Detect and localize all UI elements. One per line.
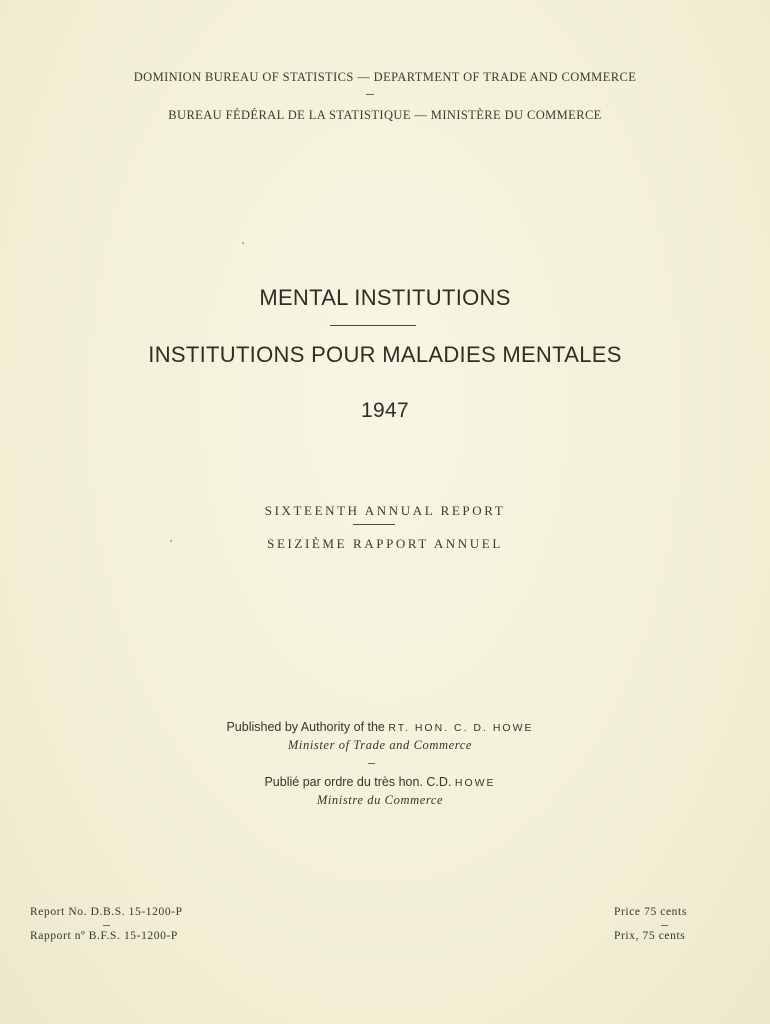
paper-speck: [170, 540, 172, 542]
minister-name-french: HOWE: [454, 777, 496, 789]
price-divider: [661, 925, 668, 926]
subtitle-french: SEIZIÈME RAPPORT ANNUEL: [267, 536, 503, 551]
report-number-french: Rapport nº B.F.S. 15-1200-P: [30, 930, 178, 942]
publication-authority-french: [0, 775, 760, 789]
price-english: Price 75 cents: [614, 906, 687, 918]
report-number-english: Report No. D.B.S. 15-1200-P: [30, 906, 183, 918]
subtitle-english: SIXTEENTH ANNUAL REPORT: [264, 503, 506, 518]
publication-authority-english: [0, 720, 760, 734]
paper-speck: [242, 242, 244, 244]
minister-title-english: Minister of Trade and Commerce: [287, 738, 473, 752]
publication-divider: [368, 763, 375, 764]
publication-prefix-french: Publié par ordre du très hon. C.D.: [264, 775, 452, 789]
title-english: MENTAL INSTITUTIONS: [259, 285, 511, 310]
price-french: Prix, 75 cents: [614, 930, 686, 942]
department-header-french: BUREAU FÉDÉRAL DE LA STATISTIQUE — MINISTÈRE DU COMMERCE: [168, 108, 602, 122]
title-french: INSTITUTIONS POUR MALADIES MENTALES: [148, 342, 622, 367]
publication-prefix-english: Published by Authority of the: [226, 720, 385, 734]
minister-name-english: RT. HON. C. D. HOWE: [388, 722, 534, 734]
header-divider: [366, 94, 374, 95]
minister-title-french: Ministre du Commerce: [316, 793, 444, 807]
report-year: 1947: [361, 399, 409, 422]
subtitle-rule: [353, 524, 395, 525]
department-header-english: DOMINION BUREAU OF STATISTICS — DEPARTMENT OF TRADE AND COMMERCE: [133, 70, 637, 84]
title-rule: [330, 325, 416, 326]
report-number-divider: [103, 925, 110, 926]
